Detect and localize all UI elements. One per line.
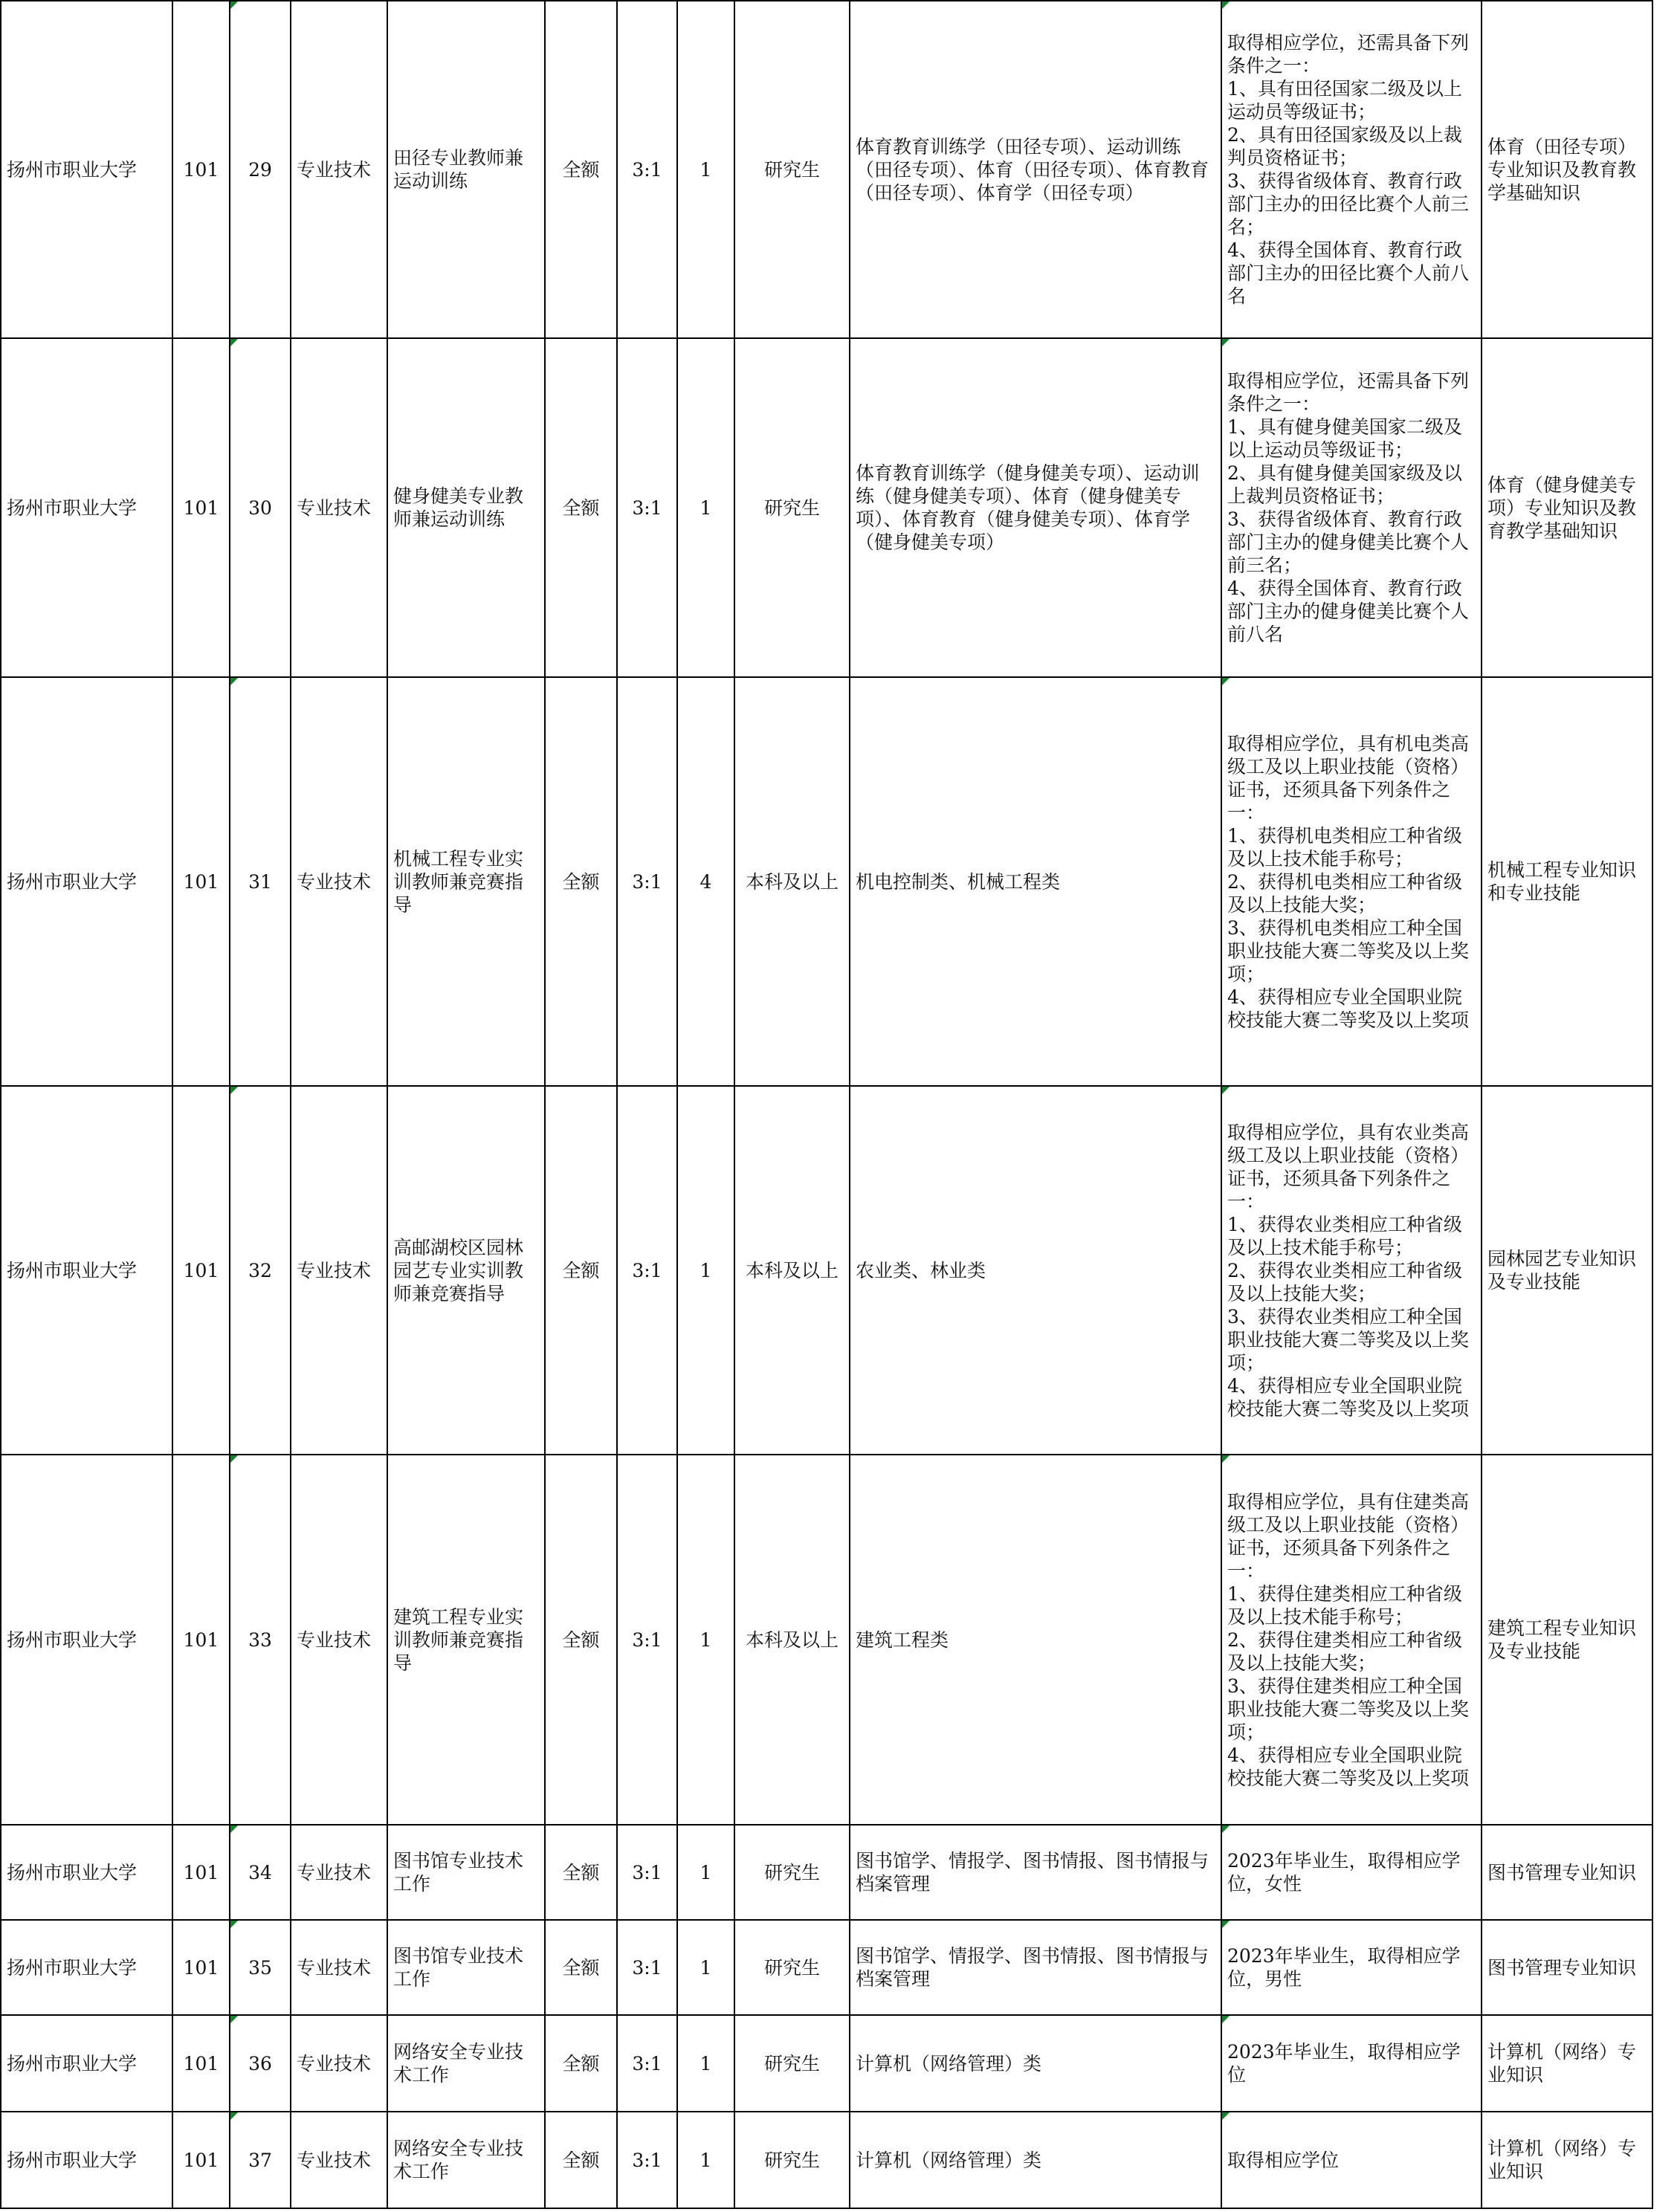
cell-count (677, 1, 734, 338)
cell-major (850, 338, 1221, 677)
recruit-count: 4 (700, 870, 712, 893)
cell-post-code (230, 2112, 291, 2208)
cell-major (850, 2015, 1221, 2112)
funding-type: 全额 (562, 158, 600, 181)
cell-unit (1, 1, 172, 338)
post-name: 图书馆专业技术工作 (393, 1850, 524, 1895)
exam-ratio: 3:1 (632, 2052, 662, 2074)
major-requirement: 体育教育训练学（田径专项）、运动训练（田径专项）、体育（田径专项）、体育教育（田径专项）、体育学（田径专项） (856, 135, 1209, 204)
cell-category (291, 2112, 387, 2208)
cell-post-code (230, 1, 291, 338)
cell-other (1221, 1, 1482, 338)
exam-content: 计算机（网络）专业知识 (1487, 2041, 1637, 2086)
education-requirement: 研究生 (763, 1956, 820, 1979)
post-code: 30 (248, 497, 272, 519)
major-requirement: 体育教育训练学（健身健美专项）、运动训练（健身健美专项）、体育（健身健美专项）、体育教育（健身健美专项）、体育学（健身健美专项） (856, 462, 1200, 553)
major-requirement: 建筑工程类 (856, 1629, 949, 1651)
other-requirements: 2023年毕业生，取得相应学位，女性 (1227, 1850, 1461, 1895)
post-code: 36 (248, 2052, 272, 2074)
cell-unit (1, 1455, 172, 1825)
cell-exam (1482, 1825, 1652, 1920)
major-requirement: 农业类、林业类 (856, 1259, 986, 1281)
funding-type: 全额 (562, 1956, 600, 1979)
exam-ratio: 3:1 (632, 870, 662, 893)
cell-count (677, 338, 734, 677)
cell-category (291, 677, 387, 1086)
cell-post-code (230, 1920, 291, 2015)
funding-type: 全额 (562, 497, 600, 519)
cell-count (677, 1086, 734, 1455)
dept-code: 101 (183, 1629, 219, 1651)
education-requirement: 研究生 (763, 2052, 820, 2074)
recruit-count: 1 (700, 1861, 712, 1883)
post-category: 专业技术 (297, 158, 372, 181)
post-name: 健身健美专业教师兼运动训练 (393, 485, 524, 530)
dept-code: 101 (183, 497, 219, 519)
exam-content: 计算机（网络）专业知识 (1487, 2138, 1637, 2182)
cell-unit (1, 338, 172, 677)
cell-funding (545, 1, 617, 338)
cell-ratio (617, 1920, 677, 2015)
major-requirement: 计算机（网络管理）类 (856, 2052, 1042, 2074)
cell-funding (545, 2015, 617, 2112)
major-requirement: 图书馆学、情报学、图书情报、图书情报与档案管理 (856, 1850, 1209, 1895)
cell-category (291, 1825, 387, 1920)
other-requirements: 取得相应学位，具有农业类高级工及以上职业技能（资格）证书，还须具备下列条件之一： 1、获得农业类相应工种省级及以上技术能手称号； 2、获得农业类相应工种省级及以上技能大奖； 3、获得农业类相应工种全国职业技能大赛二等奖及以上奖项； 4、获得相应专业全国职业院校技能大赛二等奖及以上奖项 (1227, 1121, 1470, 1420)
post-code: 35 (248, 1956, 272, 1979)
cell-exam (1482, 677, 1652, 1086)
exam-content: 机械工程专业知识和专业技能 (1487, 859, 1637, 904)
cell-other (1221, 2112, 1482, 2208)
unit-name: 扬州市职业大学 (7, 1861, 138, 1883)
cell-education (734, 677, 850, 1086)
cell-major (850, 2112, 1221, 2208)
cell-other (1221, 1920, 1482, 2015)
table-row (1, 2112, 1652, 2208)
exam-content: 建筑工程专业知识及专业技能 (1487, 1617, 1637, 1662)
funding-type: 全额 (562, 1861, 600, 1883)
cell-ratio (617, 1455, 677, 1825)
cell-count (677, 1920, 734, 2015)
cell-ratio (617, 1, 677, 338)
post-category: 专业技术 (297, 1861, 372, 1883)
cell-major (850, 1455, 1221, 1825)
recruit-count: 1 (700, 1956, 712, 1979)
cell-other (1221, 1455, 1482, 1825)
other-requirements: 取得相应学位，具有住建类高级工及以上职业技能（资格）证书，还须具备下列条件之一： 1、获得住建类相应工种省级及以上技术能手称号； 2、获得住建类相应工种省级及以上技能大奖； 3、获得住建类相应工种全国职业技能大赛二等奖及以上奖项； 4、获得相应专业全国职业院校技能大赛二等奖及以上奖项 (1227, 1490, 1470, 1789)
post-code: 33 (248, 1629, 272, 1651)
other-requirements: 2023年毕业生，取得相应学位，男性 (1227, 1945, 1461, 1990)
cell-exam (1482, 2015, 1652, 2112)
cell-major (850, 1825, 1221, 1920)
cell-major (850, 1086, 1221, 1455)
cell-education (734, 2112, 850, 2208)
cell-post-name (387, 1825, 545, 1920)
post-name: 田径专业教师兼运动训练 (393, 147, 524, 192)
education-requirement: 本科及以上 (745, 1259, 839, 1281)
dept-code: 101 (183, 2052, 219, 2074)
education-requirement: 研究生 (763, 158, 820, 181)
cell-education (734, 1086, 850, 1455)
cell-category (291, 1920, 387, 2015)
major-requirement: 图书馆学、情报学、图书情报、图书情报与档案管理 (856, 1945, 1209, 1990)
funding-type: 全额 (562, 2052, 600, 2074)
exam-ratio: 3:1 (632, 1956, 662, 1979)
cell-unit (1, 1086, 172, 1455)
cell-other (1221, 2015, 1482, 2112)
cell-unit (1, 1825, 172, 1920)
education-requirement: 研究生 (763, 2149, 820, 2171)
cell-education (734, 1920, 850, 2015)
cell-post-name (387, 2112, 545, 2208)
post-category: 专业技术 (297, 497, 372, 519)
table-row (1, 1920, 1652, 2015)
recruit-count: 1 (700, 1629, 712, 1651)
post-code: 34 (248, 1861, 272, 1883)
cell-funding (545, 1086, 617, 1455)
other-requirements: 取得相应学位，还需具备下列条件之一： 1、具有健身健美国家二级及以上运动员等级证书； 2、具有健身健美国家级及以上裁判员资格证书； 3、获得省级体育、教育行政部门主办的健身健美比赛个人前三名； 4、获得全国体育、教育行政部门主办的健身健美比赛个人前八名 (1227, 370, 1470, 645)
cell-exam (1482, 1086, 1652, 1455)
cell-dept-code (172, 1455, 230, 1825)
cell-ratio (617, 1825, 677, 1920)
post-name: 高邮湖校区园林园艺专业实训教师兼竞赛指导 (393, 1236, 524, 1304)
cell-exam (1482, 338, 1652, 677)
cell-funding (545, 677, 617, 1086)
cell-exam (1482, 2112, 1652, 2208)
dept-code: 101 (183, 158, 219, 181)
cell-post-name (387, 1, 545, 338)
post-name: 建筑工程专业实训教师兼竞赛指导 (393, 1605, 524, 1674)
cell-funding (545, 1825, 617, 1920)
cell-dept-code (172, 1920, 230, 2015)
cell-other (1221, 338, 1482, 677)
cell-post-code (230, 1455, 291, 1825)
exam-content: 体育（健身健美专项）专业知识及教育教学基础知识 (1487, 473, 1637, 542)
cell-major (850, 677, 1221, 1086)
cell-post-code (230, 1086, 291, 1455)
post-category: 专业技术 (297, 2149, 372, 2171)
education-requirement: 研究生 (763, 497, 820, 519)
cell-dept-code (172, 2112, 230, 2208)
cell-other (1221, 1825, 1482, 1920)
funding-type: 全额 (562, 1259, 600, 1281)
other-requirements: 2023年毕业生，取得相应学位 (1227, 2041, 1461, 2086)
exam-ratio: 3:1 (632, 158, 662, 181)
cell-dept-code (172, 677, 230, 1086)
exam-ratio: 3:1 (632, 1629, 662, 1651)
cell-post-code (230, 2015, 291, 2112)
unit-name: 扬州市职业大学 (7, 1956, 138, 1979)
cell-post-name (387, 677, 545, 1086)
post-code: 31 (248, 870, 272, 893)
exam-content: 图书管理专业知识 (1487, 1861, 1637, 1883)
cell-count (677, 1825, 734, 1920)
exam-ratio: 3:1 (632, 2149, 662, 2171)
table-row (1, 1825, 1652, 1920)
table-body (1, 1, 1652, 2208)
cell-education (734, 338, 850, 677)
post-category: 专业技术 (297, 2052, 372, 2074)
post-category: 专业技术 (297, 1956, 372, 1979)
cell-major (850, 1, 1221, 338)
cell-unit (1, 2015, 172, 2112)
recruit-count: 1 (700, 2149, 712, 2171)
cell-count (677, 1455, 734, 1825)
funding-type: 全额 (562, 2149, 600, 2171)
cell-category (291, 1, 387, 338)
exam-ratio: 3:1 (632, 1861, 662, 1883)
dept-code: 101 (183, 870, 219, 893)
post-name: 图书馆专业技术工作 (393, 1945, 524, 1990)
cell-unit (1, 2112, 172, 2208)
cell-funding (545, 1455, 617, 1825)
cell-category (291, 2015, 387, 2112)
recruit-count: 1 (700, 158, 712, 181)
exam-content: 图书管理专业知识 (1487, 1956, 1637, 1979)
unit-name: 扬州市职业大学 (7, 1259, 138, 1281)
exam-content: 园林园艺专业知识及专业技能 (1487, 1248, 1637, 1293)
cell-major (850, 1920, 1221, 2015)
cell-other (1221, 1086, 1482, 1455)
cell-exam (1482, 1455, 1652, 1825)
post-code: 37 (248, 2149, 272, 2171)
cell-unit (1, 677, 172, 1086)
unit-name: 扬州市职业大学 (7, 158, 138, 181)
unit-name: 扬州市职业大学 (7, 1629, 138, 1651)
cell-unit (1, 1920, 172, 2015)
cell-post-name (387, 1920, 545, 2015)
cell-exam (1482, 1920, 1652, 2015)
cell-education (734, 1, 850, 338)
major-requirement: 机电控制类、机械工程类 (856, 870, 1061, 893)
education-requirement: 研究生 (763, 1861, 820, 1883)
dept-code: 101 (183, 2149, 219, 2171)
dept-code: 101 (183, 1956, 219, 1979)
cell-category (291, 1455, 387, 1825)
cell-count (677, 677, 734, 1086)
cell-dept-code (172, 1825, 230, 1920)
cell-ratio (617, 338, 677, 677)
post-category: 专业技术 (297, 870, 372, 893)
post-name: 网络安全专业技术工作 (393, 2041, 524, 2086)
post-category: 专业技术 (297, 1259, 372, 1281)
cell-category (291, 1086, 387, 1455)
education-requirement: 本科及以上 (745, 1629, 839, 1651)
unit-name: 扬州市职业大学 (7, 2052, 138, 2074)
cell-ratio (617, 2112, 677, 2208)
other-requirements: 取得相应学位，具有机电类高级工及以上职业技能（资格）证书，还须具备下列条件之一： 1、获得机电类相应工种省级及以上技术能手称号； 2、获得机电类相应工种省级及以上技能大奖； 3、获得机电类相应工种全国职业技能大赛二等奖及以上奖项； 4、获得相应专业全国职业院校技能大赛二等奖及以上奖项 (1227, 732, 1470, 1031)
cell-funding (545, 2112, 617, 2208)
unit-name: 扬州市职业大学 (7, 2149, 138, 2171)
table-row (1, 1455, 1652, 1825)
other-requirements: 取得相应学位，还需具备下列条件之一： 1、具有田径国家二级及以上运动员等级证书； 2、具有田径国家级及以上裁判员资格证书； 3、获得省级体育、教育行政部门主办的田径比赛个人前三名； 4、获得全国体育、教育行政部门主办的田径比赛个人前八名 (1227, 32, 1470, 307)
recruit-count: 1 (700, 1259, 712, 1281)
table-row (1, 677, 1652, 1086)
cell-post-name (387, 1455, 545, 1825)
post-name: 机械工程专业实训教师兼竞赛指导 (393, 847, 524, 916)
table-row (1, 338, 1652, 677)
other-requirements: 取得相应学位 (1227, 2149, 1340, 2171)
cell-post-code (230, 338, 291, 677)
cell-category (291, 338, 387, 677)
cell-dept-code (172, 1086, 230, 1455)
dept-code: 101 (183, 1861, 219, 1883)
cell-exam (1482, 1, 1652, 338)
cell-post-name (387, 338, 545, 677)
cell-dept-code (172, 1, 230, 338)
funding-type: 全额 (562, 870, 600, 893)
cell-ratio (617, 2015, 677, 2112)
table-row (1, 1, 1652, 338)
cell-post-code (230, 677, 291, 1086)
exam-ratio: 3:1 (632, 497, 662, 519)
cell-dept-code (172, 338, 230, 677)
table-row (1, 1086, 1652, 1455)
cell-funding (545, 1920, 617, 2015)
post-code: 29 (248, 158, 272, 181)
recruit-count: 1 (700, 2052, 712, 2074)
major-requirement: 计算机（网络管理）类 (856, 2149, 1042, 2171)
recruit-count: 1 (700, 497, 712, 519)
cell-post-code (230, 1825, 291, 1920)
cell-education (734, 1825, 850, 1920)
cell-other (1221, 677, 1482, 1086)
post-category: 专业技术 (297, 1629, 372, 1651)
cell-dept-code (172, 2015, 230, 2112)
dept-code: 101 (183, 1259, 219, 1281)
cell-funding (545, 338, 617, 677)
cell-post-name (387, 1086, 545, 1455)
exam-ratio: 3:1 (632, 1259, 662, 1281)
funding-type: 全额 (562, 1629, 600, 1651)
post-name: 网络安全专业技术工作 (393, 2138, 524, 2182)
exam-content: 体育（田径专项）专业知识及教育教学基础知识 (1487, 135, 1637, 204)
cell-education (734, 1455, 850, 1825)
cell-post-name (387, 2015, 545, 2112)
cell-ratio (617, 677, 677, 1086)
cell-count (677, 2015, 734, 2112)
cell-count (677, 2112, 734, 2208)
post-code: 32 (248, 1259, 272, 1281)
unit-name: 扬州市职业大学 (7, 870, 138, 893)
cell-ratio (617, 1086, 677, 1455)
unit-name: 扬州市职业大学 (7, 497, 138, 519)
table-row (1, 2015, 1652, 2112)
cell-education (734, 2015, 850, 2112)
education-requirement: 本科及以上 (745, 870, 839, 893)
